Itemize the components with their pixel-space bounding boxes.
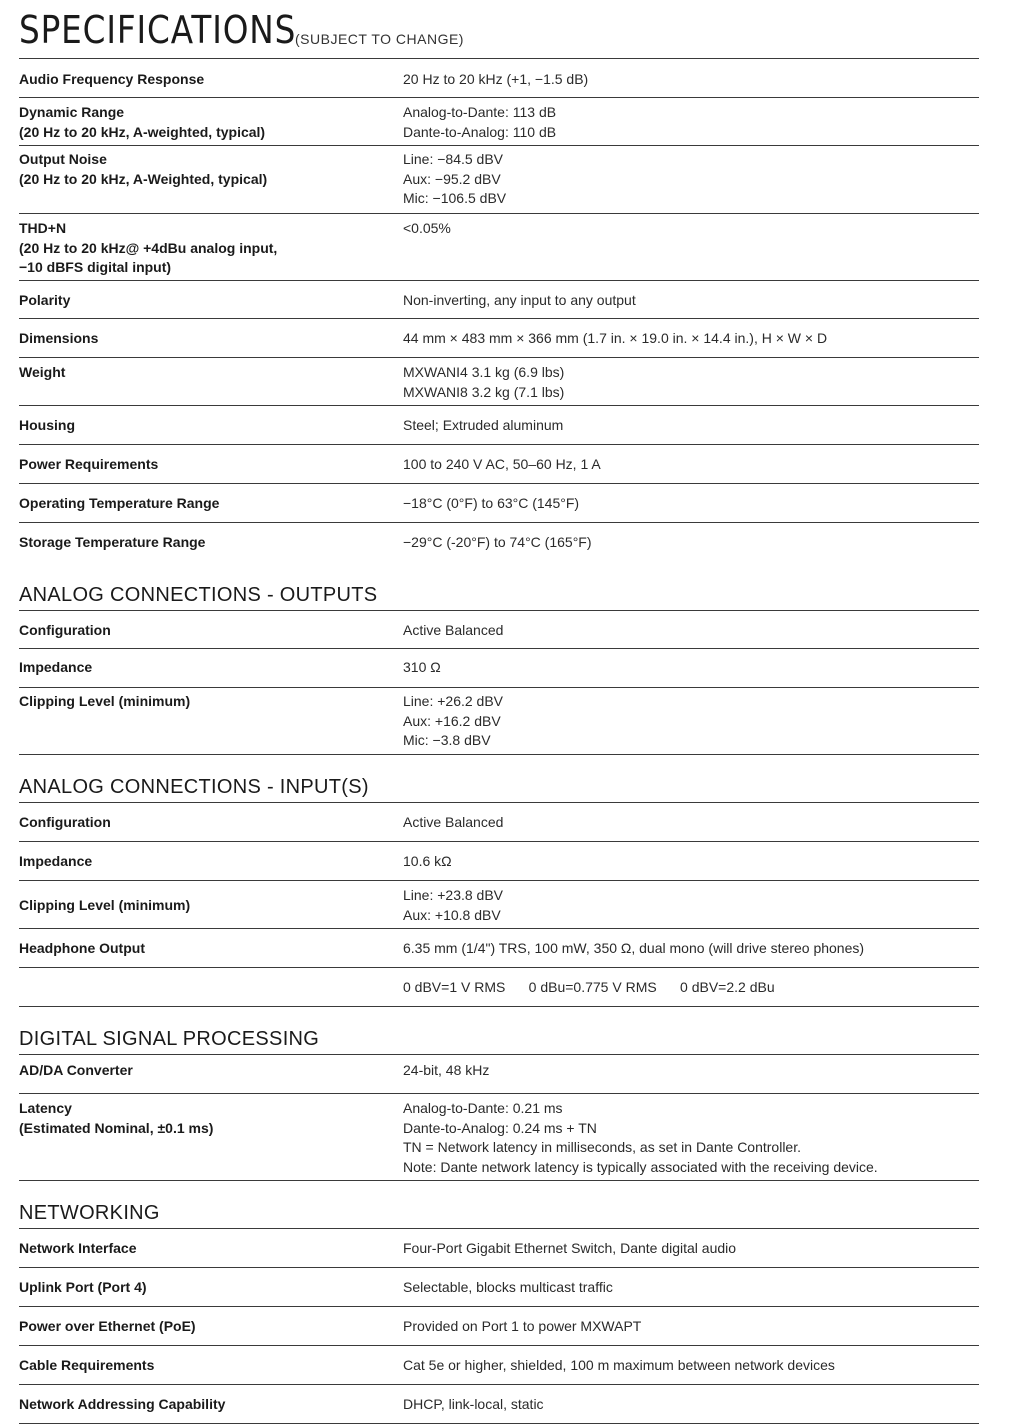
spec-sheet <box>19 0 979 1424</box>
title-row <box>19 0 979 59</box>
spec-value: Line: +26.2 dBV Aux: +16.2 dBV Mic: −3.8 dBV <box>403 693 504 748</box>
spec-value: DHCP, link-local, static <box>403 1396 544 1412</box>
spec-row-output-configuration <box>19 611 979 649</box>
spec-label: Storage Temperature Range <box>19 534 206 550</box>
spec-value: Four-Port Gigabit Ethernet Switch, Dante digital audio <box>403 1240 737 1256</box>
spec-label: Polarity <box>19 292 71 308</box>
spec-row-weight <box>19 358 979 406</box>
spec-label: THD+N (20 Hz to 20 kHz@ +4dBu analog input, −10 dBFS digital input) <box>19 220 278 275</box>
spec-row-storage-temperature <box>19 523 979 561</box>
spec-value: −18°C (0°F) to 63°C (145°F) <box>403 495 580 511</box>
spec-row-dynamic-range <box>19 98 979 146</box>
spec-row-dimensions <box>19 319 979 358</box>
spec-value: 10.6 kΩ <box>403 853 452 869</box>
spec-row-reference-levels <box>19 968 979 1007</box>
spec-row-power-requirements <box>19 445 979 484</box>
dsp-table <box>19 1055 979 1181</box>
general-specs-table <box>19 59 979 561</box>
spec-row-headphone-output <box>19 929 979 968</box>
spec-row-input-impedance <box>19 842 979 881</box>
spec-label: Impedance <box>19 659 93 675</box>
spec-row-operating-temperature <box>19 484 979 523</box>
spec-row-input-configuration <box>19 803 979 842</box>
spec-row-output-clipping-level <box>19 688 979 755</box>
spec-row-audio-frequency-response <box>19 59 979 98</box>
spec-value: 44 mm × 483 mm × 366 mm (1.7 in. × 19.0 in. × 14.4 in.), H × W × D <box>403 330 828 346</box>
spec-value: Selectable, blocks multicast traffic <box>403 1279 613 1295</box>
spec-value: Non-inverting, any input to any output <box>403 292 636 308</box>
spec-label: Cable Requirements <box>19 1357 155 1373</box>
spec-label: Weight <box>19 364 66 380</box>
spec-row-latency <box>19 1094 979 1181</box>
spec-label: Uplink Port (Port 4) <box>19 1279 147 1295</box>
section-heading-networking: NETWORKING <box>19 1181 979 1229</box>
page-subtitle: (SUBJECT TO CHANGE) <box>295 31 464 47</box>
spec-row-polarity <box>19 281 979 319</box>
spec-label: Operating Temperature Range <box>19 495 220 511</box>
spec-label: Latency (Estimated Nominal, ±0.1 ms) <box>19 1100 214 1136</box>
spec-label: Audio Frequency Response <box>19 71 205 87</box>
spec-value: 20 Hz to 20 kHz (+1, −1.5 dB) <box>403 71 589 87</box>
spec-label: AD/DA Converter <box>19 1062 133 1078</box>
spec-value: Steel; Extruded aluminum <box>403 417 564 433</box>
spec-row-thd-n <box>19 214 979 281</box>
spec-value: Active Balanced <box>403 622 504 638</box>
spec-value: MXWANI4 3.1 kg (6.9 lbs) MXWANI8 3.2 kg (7.1 lbs) <box>403 364 565 400</box>
page-title: SPECIFICATIONS <box>19 8 297 52</box>
spec-value: 6.35 mm (1/4") TRS, 100 mW, 350 Ω, dual mono (will drive stereo phones) <box>403 940 865 956</box>
spec-row-poe <box>19 1307 979 1346</box>
spec-value: 310 Ω <box>403 659 441 675</box>
spec-value: 100 to 240 V AC, 50–60 Hz, 1 A <box>403 456 601 472</box>
spec-row-input-clipping-level <box>19 881 979 929</box>
spec-value: 24-bit, 48 kHz <box>403 1062 490 1078</box>
spec-value: Provided on Port 1 to power MXWAPT <box>403 1318 642 1334</box>
spec-label: Dimensions <box>19 330 99 346</box>
analog-outputs-table <box>19 611 979 755</box>
spec-row-uplink-port <box>19 1268 979 1307</box>
spec-label: Clipping Level (minimum) <box>19 693 191 709</box>
spec-row-network-addressing <box>19 1385 979 1424</box>
spec-label: Configuration <box>19 814 111 830</box>
spec-value: −29°C (-20°F) to 74°C (165°F) <box>403 534 592 550</box>
analog-inputs-table <box>19 803 979 1007</box>
spec-row-output-impedance <box>19 649 979 688</box>
spec-value: Active Balanced <box>403 814 504 830</box>
spec-value: Analog-to-Dante: 0.21 ms Dante-to-Analog: 0.24 ms + TN TN = Network latency in milliseconds, as set in Dante Controller. Note: Dante network latency is typically associated with the receiving device. <box>403 1100 878 1175</box>
spec-label: Configuration <box>19 622 111 638</box>
spec-label: Output Noise (20 Hz to 20 kHz, A-Weighted, typical) <box>19 151 268 187</box>
networking-table <box>19 1229 979 1424</box>
section-heading-analog-inputs: ANALOG CONNECTIONS - INPUT(S) <box>19 755 979 803</box>
spec-label: Network Interface <box>19 1240 137 1256</box>
spec-value: Line: +23.8 dBV Aux: +10.8 dBV <box>403 887 504 923</box>
spec-label: Headphone Output <box>19 940 145 956</box>
spec-value: Cat 5e or higher, shielded, 100 m maximum between network devices <box>403 1357 835 1373</box>
spec-row-network-interface <box>19 1229 979 1268</box>
spec-row-housing <box>19 406 979 445</box>
spec-label: Impedance <box>19 853 93 869</box>
spec-value: Line: −84.5 dBV Aux: −95.2 dBV Mic: −106.5 dBV <box>403 151 507 206</box>
section-heading-analog-outputs: ANALOG CONNECTIONS - OUTPUTS <box>19 561 979 611</box>
spec-label: Power over Ethernet (PoE) <box>19 1318 196 1334</box>
spec-label: Network Addressing Capability <box>19 1396 226 1412</box>
spec-row-ad-da-converter <box>19 1055 979 1094</box>
section-heading-dsp: DIGITAL SIGNAL PROCESSING <box>19 1007 979 1055</box>
spec-value: Analog-to-Dante: 113 dB Dante-to-Analog: 110 dB <box>403 104 557 140</box>
spec-value: 0 dBV=1 V RMS 0 dBu=0.775 V RMS 0 dBV=2.2 dBu <box>403 979 775 995</box>
spec-row-output-noise <box>19 146 979 214</box>
spec-label: Dynamic Range (20 Hz to 20 kHz, A-weighted, typical) <box>19 104 266 140</box>
spec-value: <0.05% <box>403 220 451 236</box>
spec-label: Clipping Level (minimum) <box>19 897 191 913</box>
spec-label: Housing <box>19 417 75 433</box>
spec-row-cable-requirements <box>19 1346 979 1385</box>
spec-label: Power Requirements <box>19 456 159 472</box>
